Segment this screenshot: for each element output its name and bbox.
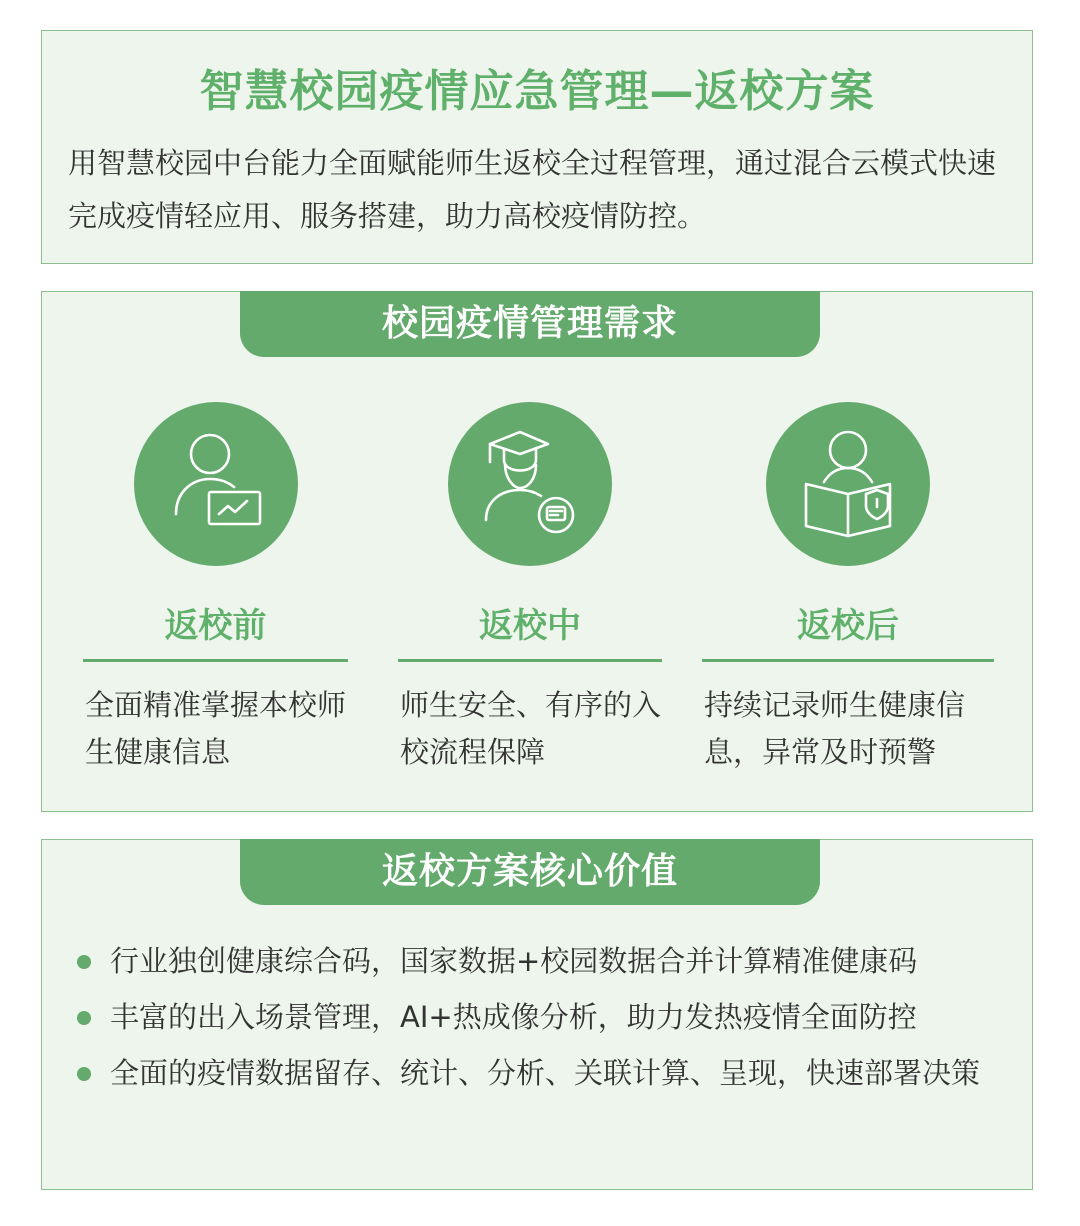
column-divider [702,659,994,662]
values-list [42,933,1032,1101]
person-book-shield-icon [766,402,930,566]
column-divider [398,659,662,662]
graduate-message-icon [448,402,612,566]
list-item [42,933,990,989]
column-divider [83,659,348,662]
intro-description: 用智慧校园中台能力全面赋能师生返校全过程管理，通过混合云模式快速完成疫情轻应用、服务搭建，助力高校疫情防控。 [68,146,997,233]
needs-section-header: 校园疫情管理需求 [240,291,820,357]
bullet-dot-icon [77,1067,91,1081]
column-text: 持续记录师生健康信息，异常及时预警 [704,688,966,769]
list-item [42,1045,990,1101]
column-title: 返校中 [479,606,581,646]
intro-panel [41,30,1033,264]
column-title: 返校后 [797,606,899,646]
needs-column-before [83,402,348,782]
page-title: 智慧校园疫情应急管理—返校方案 [199,66,875,117]
bullet-dot-icon [77,955,91,969]
list-item [42,989,990,1045]
list-item-text: 行业独创健康综合码，国家数据+校园数据合并计算精准健康码 [110,944,918,978]
values-section-header: 返校方案核心价值 [240,839,820,905]
bullet-dot-icon [77,1011,91,1025]
needs-panel [41,291,1033,812]
needs-column-after [702,402,994,782]
values-panel [41,839,1033,1190]
column-text: 全面精准掌握本校师生健康信息 [85,688,347,769]
column-text: 师生安全、有序的入校流程保障 [400,688,662,769]
column-title: 返校前 [164,606,267,646]
list-item-text: 丰富的出入场景管理，AI+热成像分析，助力发热疫情全面防控 [110,1000,917,1034]
list-item-text: 全面的疫情数据留存、统计、分析、关联计算、呈现，快速部署决策 [110,1056,981,1090]
needs-column-during [398,402,662,782]
person-monitor-icon [134,402,298,566]
